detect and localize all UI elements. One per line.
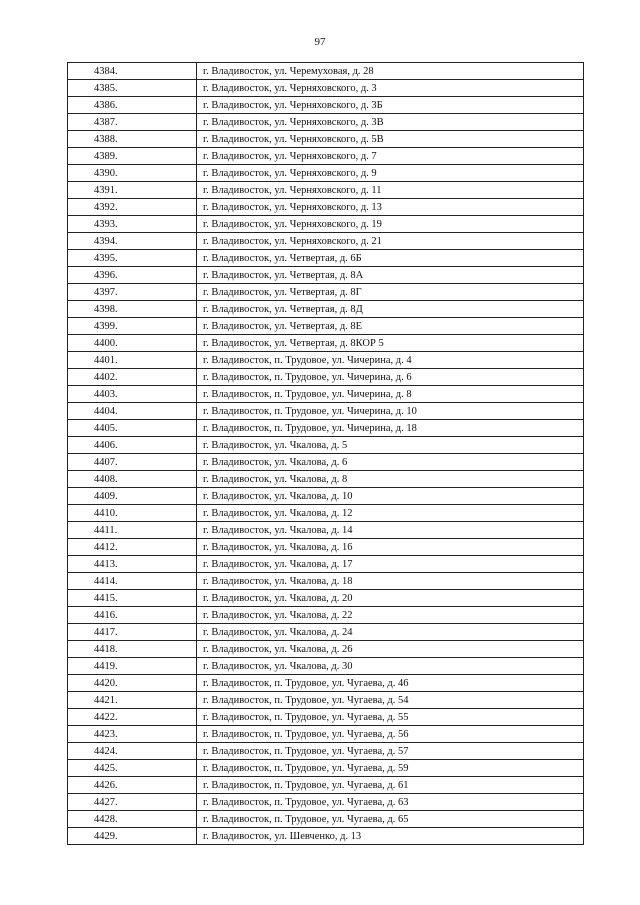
row-number-cell: 4416. <box>68 607 197 624</box>
table-row <box>68 352 584 369</box>
row-number-cell: 4421. <box>68 692 197 709</box>
row-number-cell: 4388. <box>68 131 197 148</box>
table-row <box>68 624 584 641</box>
table-row <box>68 165 584 182</box>
table-row <box>68 658 584 675</box>
address-cell: г. Владивосток, ул. Черняховского, д. 21 <box>197 233 584 250</box>
table-row <box>68 709 584 726</box>
row-number-cell: 4385. <box>68 80 197 97</box>
row-number-cell: 4408. <box>68 471 197 488</box>
table-row <box>68 335 584 352</box>
table-row <box>68 437 584 454</box>
row-number-cell: 4424. <box>68 743 197 760</box>
address-cell: г. Владивосток, ул. Чкалова, д. 30 <box>197 658 584 675</box>
table-row <box>68 641 584 658</box>
table-row <box>68 692 584 709</box>
address-cell: г. Владивосток, ул. Черняховского, д. 3В <box>197 114 584 131</box>
address-cell: г. Владивосток, ул. Четвертая, д. 8КОР 5 <box>197 335 584 352</box>
row-number-cell: 4414. <box>68 573 197 590</box>
row-number-cell: 4419. <box>68 658 197 675</box>
row-number-cell: 4428. <box>68 811 197 828</box>
row-number-cell: 4397. <box>68 284 197 301</box>
table-row <box>68 454 584 471</box>
address-cell: г. Владивосток, п. Трудовое, ул. Чичерина, д. 4 <box>197 352 584 369</box>
table-row <box>68 828 584 845</box>
row-number-cell: 4425. <box>68 760 197 777</box>
address-cell: г. Владивосток, ул. Шевченко, д. 13 <box>197 828 584 845</box>
row-number-cell: 4422. <box>68 709 197 726</box>
table-row <box>68 488 584 505</box>
row-number-cell: 4404. <box>68 403 197 420</box>
table-row <box>68 148 584 165</box>
table-row <box>68 63 584 80</box>
table-row <box>68 216 584 233</box>
table-row <box>68 505 584 522</box>
address-table <box>67 62 584 845</box>
table-row <box>68 267 584 284</box>
address-cell: г. Владивосток, п. Трудовое, ул. Чугаева, д. 61 <box>197 777 584 794</box>
table-row <box>68 114 584 131</box>
row-number-cell: 4411. <box>68 522 197 539</box>
row-number-cell: 4392. <box>68 199 197 216</box>
address-cell: г. Владивосток, ул. Черняховского, д. 19 <box>197 216 584 233</box>
address-cell: г. Владивосток, п. Трудовое, ул. Чугаева, д. 59 <box>197 760 584 777</box>
address-cell: г. Владивосток, ул. Чкалова, д. 6 <box>197 454 584 471</box>
address-cell: г. Владивосток, п. Трудовое, ул. Чугаева, д. 63 <box>197 794 584 811</box>
address-cell: г. Владивосток, ул. Чкалова, д. 26 <box>197 641 584 658</box>
address-cell: г. Владивосток, п. Трудовое, ул. Чичерина, д. 10 <box>197 403 584 420</box>
row-number-cell: 4394. <box>68 233 197 250</box>
table-row <box>68 522 584 539</box>
table-row <box>68 318 584 335</box>
address-cell: г. Владивосток, п. Трудовое, ул. Чугаева, д. 57 <box>197 743 584 760</box>
table-row <box>68 80 584 97</box>
row-number-cell: 4413. <box>68 556 197 573</box>
row-number-cell: 4390. <box>68 165 197 182</box>
address-cell: г. Владивосток, ул. Черняховского, д. 3Б <box>197 97 584 114</box>
address-cell: г. Владивосток, ул. Черняховского, д. 9 <box>197 165 584 182</box>
table-row <box>68 590 584 607</box>
table-row <box>68 284 584 301</box>
row-number-cell: 4389. <box>68 148 197 165</box>
row-number-cell: 4400. <box>68 335 197 352</box>
row-number-cell: 4384. <box>68 63 197 80</box>
table-row <box>68 250 584 267</box>
address-cell: г. Владивосток, ул. Черняховского, д. 5В <box>197 131 584 148</box>
row-number-cell: 4426. <box>68 777 197 794</box>
address-cell: г. Владивосток, ул. Четвертая, д. 8Г <box>197 284 584 301</box>
page-number: 97 <box>314 36 326 48</box>
address-cell: г. Владивосток, ул. Четвертая, д. 8Е <box>197 318 584 335</box>
table-row <box>68 97 584 114</box>
table-row <box>68 420 584 437</box>
address-cell: г. Владивосток, п. Трудовое, ул. Чугаева, д. 65 <box>197 811 584 828</box>
row-number-cell: 4396. <box>68 267 197 284</box>
address-cell: г. Владивосток, ул. Черняховского, д. 13 <box>197 199 584 216</box>
table-row <box>68 607 584 624</box>
table-row <box>68 369 584 386</box>
row-number-cell: 4418. <box>68 641 197 658</box>
row-number-cell: 4401. <box>68 352 197 369</box>
address-cell: г. Владивосток, ул. Черняховского, д. 11 <box>197 182 584 199</box>
table-row <box>68 199 584 216</box>
address-cell: г. Владивосток, п. Трудовое, ул. Чичерина, д. 6 <box>197 369 584 386</box>
row-number-cell: 4393. <box>68 216 197 233</box>
table-row <box>68 794 584 811</box>
address-cell: г. Владивосток, п. Трудовое, ул. Чугаева, д. 56 <box>197 726 584 743</box>
address-cell: г. Владивосток, п. Трудовое, ул. Чугаева, д. 55 <box>197 709 584 726</box>
address-cell: г. Владивосток, ул. Черемуховая, д. 28 <box>197 63 584 80</box>
table-row <box>68 556 584 573</box>
row-number-cell: 4391. <box>68 182 197 199</box>
row-number-cell: 4429. <box>68 828 197 845</box>
address-cell: г. Владивосток, ул. Четвертая, д. 8А <box>197 267 584 284</box>
table-row <box>68 573 584 590</box>
address-cell: г. Владивосток, ул. Четвертая, д. 8Д <box>197 301 584 318</box>
address-cell: г. Владивосток, ул. Чкалова, д. 20 <box>197 590 584 607</box>
row-number-cell: 4402. <box>68 369 197 386</box>
row-number-cell: 4420. <box>68 675 197 692</box>
address-cell: г. Владивосток, ул. Четвертая, д. 6Б <box>197 250 584 267</box>
address-cell: г. Владивосток, ул. Чкалова, д. 12 <box>197 505 584 522</box>
row-number-cell: 4417. <box>68 624 197 641</box>
address-cell: г. Владивосток, п. Трудовое, ул. Чичерина, д. 18 <box>197 420 584 437</box>
address-cell: г. Владивосток, ул. Чкалова, д. 14 <box>197 522 584 539</box>
table-row <box>68 233 584 250</box>
row-number-cell: 4386. <box>68 97 197 114</box>
row-number-cell: 4387. <box>68 114 197 131</box>
address-table-body <box>68 63 584 845</box>
address-cell: г. Владивосток, п. Трудовое, ул. Чугаева, д. 46 <box>197 675 584 692</box>
address-cell: г. Владивосток, ул. Чкалова, д. 17 <box>197 556 584 573</box>
row-number-cell: 4395. <box>68 250 197 267</box>
row-number-cell: 4399. <box>68 318 197 335</box>
row-number-cell: 4407. <box>68 454 197 471</box>
table-row <box>68 471 584 488</box>
table-row <box>68 743 584 760</box>
address-cell: г. Владивосток, ул. Чкалова, д. 22 <box>197 607 584 624</box>
row-number-cell: 4423. <box>68 726 197 743</box>
table-row <box>68 760 584 777</box>
row-number-cell: 4409. <box>68 488 197 505</box>
address-cell: г. Владивосток, ул. Чкалова, д. 8 <box>197 471 584 488</box>
address-cell: г. Владивосток, ул. Черняховского, д. 7 <box>197 148 584 165</box>
table-row <box>68 675 584 692</box>
address-cell: г. Владивосток, ул. Чкалова, д. 24 <box>197 624 584 641</box>
row-number-cell: 4406. <box>68 437 197 454</box>
address-cell: г. Владивосток, ул. Черняховского, д. 3 <box>197 80 584 97</box>
table-row <box>68 811 584 828</box>
table-row <box>68 726 584 743</box>
row-number-cell: 4410. <box>68 505 197 522</box>
table-row <box>68 301 584 318</box>
table-row <box>68 403 584 420</box>
address-cell: г. Владивосток, ул. Чкалова, д. 18 <box>197 573 584 590</box>
address-cell: г. Владивосток, п. Трудовое, ул. Чичерина, д. 8 <box>197 386 584 403</box>
row-number-cell: 4405. <box>68 420 197 437</box>
table-row <box>68 386 584 403</box>
address-cell: г. Владивосток, ул. Чкалова, д. 5 <box>197 437 584 454</box>
table-row <box>68 777 584 794</box>
table-row <box>68 182 584 199</box>
address-cell: г. Владивосток, ул. Чкалова, д. 16 <box>197 539 584 556</box>
address-cell: г. Владивосток, п. Трудовое, ул. Чугаева, д. 54 <box>197 692 584 709</box>
row-number-cell: 4398. <box>68 301 197 318</box>
row-number-cell: 4427. <box>68 794 197 811</box>
table-row <box>68 539 584 556</box>
table-row <box>68 131 584 148</box>
row-number-cell: 4415. <box>68 590 197 607</box>
row-number-cell: 4412. <box>68 539 197 556</box>
row-number-cell: 4403. <box>68 386 197 403</box>
address-cell: г. Владивосток, ул. Чкалова, д. 10 <box>197 488 584 505</box>
